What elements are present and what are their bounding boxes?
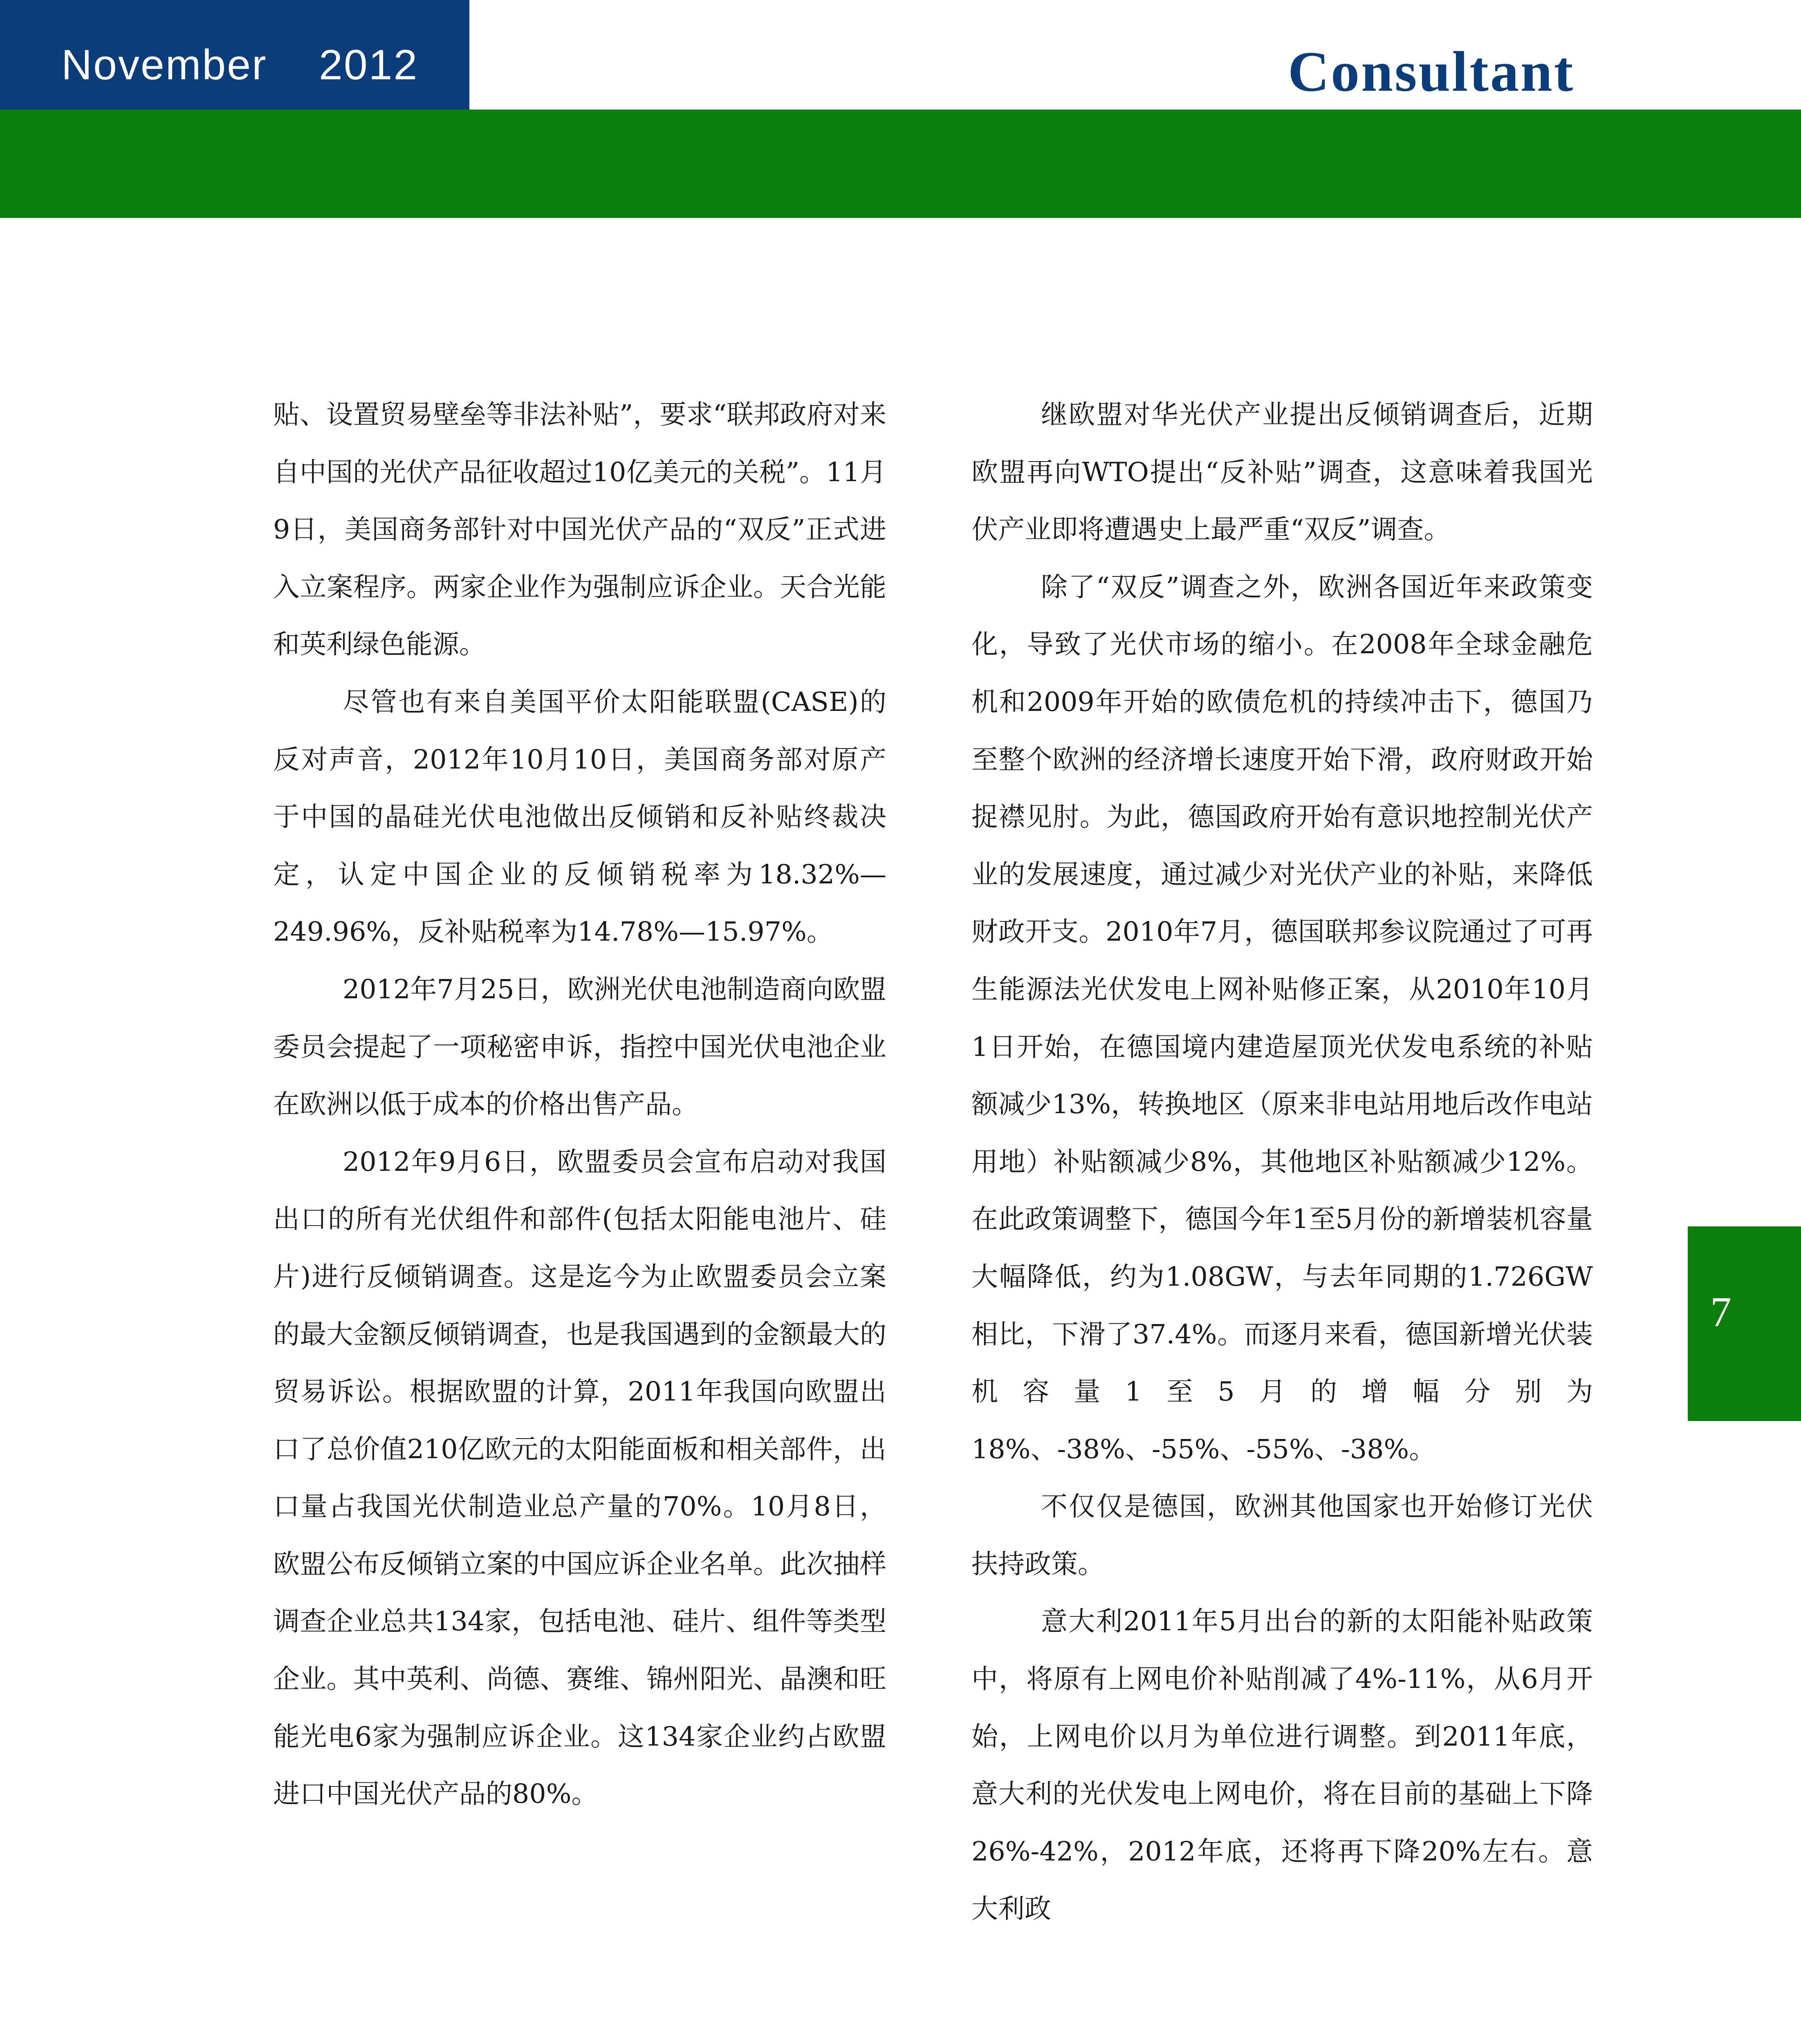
right-paragraph-4: 意大利2011年5月出台的新的太阳能补贴政策中，将原有上网电价补贴削减了4%-11%，从6月开始，上网电价以月为单位进行调整。到2011年底，意大利的光伏发电上网电价，将在目前的基础上下降26%-42%，2012年底，还将再下降20%左右。意大利政	[971, 1606, 1593, 1925]
left-paragraph-4: 2012年9月6日，欧盟委员会宣布启动对我国出口的所有光伏组件和部件(包括太阳能电池片、硅片)进行反倾销调查。这是迄今为止欧盟委员会立案的最大金额反倾销调查，也是我国遇到的金额最大的贸易诉讼。根据欧盟的计算，2011年我国向欧盟出口了总价值210亿欧元的太阳能面板和相关部件，出口量占我国光伏制造业总产量的70%。10月8日，欧盟公布反倾销立案的中国应诉企业名单。此次抽样调查企业总共134家，包括电池、硅片、组件等类型企业。其中英利、尚德、赛维、锦州阳光、晶澳和旺能光电6家为强制应诉企业。这134家企业约占欧盟进口中国光伏产品的80%。	[273, 1146, 886, 1810]
header-year: 2012	[319, 41, 419, 89]
header-month: November	[61, 41, 267, 89]
right-paragraph-3: 不仅仅是德国，欧洲其他国家也开始修订光伏扶持政策。	[971, 1491, 1593, 1580]
magazine-title: Consultant	[1288, 40, 1575, 103]
header-date-box	[0, 0, 469, 110]
left-paragraph-2: 尽管也有来自美国平价太阳能联盟(CASE)的反对声音，2012年10月10日，美国商务部对原产于中国的晶硅光伏电池做出反倾销和反补贴终裁决定，认定中国企业的反倾销税率为18.32%—249.96%，反补贴税率为14.78%—15.97%。	[273, 686, 886, 948]
page-number: 7	[1710, 1289, 1731, 1336]
right-paragraph-2: 除了“双反”调查之外，欧洲各国近年来政策变化，导致了光伏市场的缩小。在2008年全球金融危机和2009年开始的欧债危机的持续冲击下，德国乃至整个欧洲的经济增长速度开始下滑，政府财政开始捉襟见肘。为此，德国政府开始有意识地控制光伏产业的发展速度，通过减少对光伏产业的补贴，来降低财政开支。2010年7月，德国联邦参议院通过了可再生能源法光伏发电上网补贴修正案，从2010年10月1日开始，在德国境内建造屋顶光伏发电系统的补贴额减少13%，转换地区（原来非电站用地后改作电站用地）补贴额减少8%，其他地区补贴额减少12%。在此政策调整下，德国今年1至5月份的新增装机容量大幅降低，约为1.08GW，与去年同期的1.726GW相比，下滑了37.4%。而逐月来看，德国新增光伏装机容量1至5月的增幅分别为18%、-38%、-55%、-55%、-38%。	[971, 572, 1593, 1465]
page-number-tab	[1688, 1226, 1801, 1421]
left-paragraph-3: 2012年7月25日，欧洲光伏电池制造商向欧盟委员会提起了一项秘密申诉，指控中国光伏电池企业在欧洲以低于成本的价格出售产品。	[273, 974, 886, 1120]
right-paragraph-1: 继欧盟对华光伏产业提出反倾销调查后，近期欧盟再向WTO提出“反补贴”调查，这意味着我国光伏产业即将遭遇史上最严重“双反”调查。	[971, 399, 1593, 545]
header-green-band	[0, 110, 1801, 218]
left-paragraph-1: 贴、设置贸易壁垒等非法补贴”，要求“联邦政府对来自中国的光伏产品征收超过10亿美元的关税”。11月9日，美国商务部针对中国光伏产品的“双反”正式进入立案程序。两家企业作为强制应诉企业。天合光能和英利绿色能源。	[273, 399, 886, 660]
cartoon-illustration	[1456, 2028, 1801, 2044]
right-column	[971, 386, 1593, 1938]
left-column	[273, 386, 886, 1823]
